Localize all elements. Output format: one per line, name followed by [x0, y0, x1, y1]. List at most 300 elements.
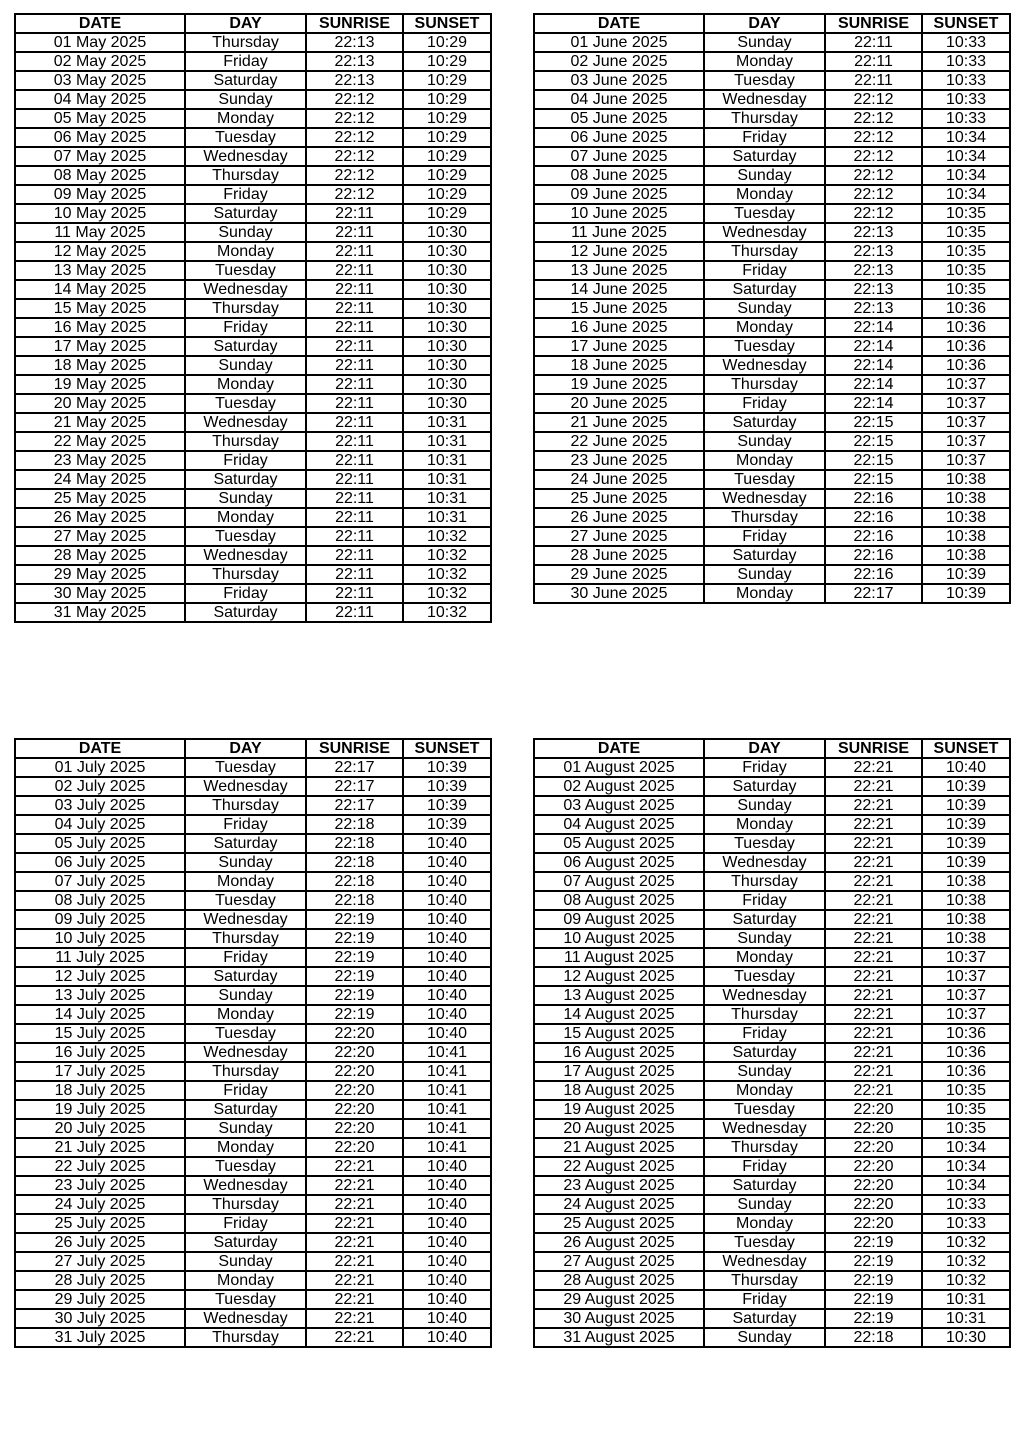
- table-row: [534, 356, 1010, 375]
- sunrise-cell: 22:11: [306, 394, 403, 413]
- sunset-cell: 10:40: [403, 1233, 491, 1252]
- table-row: [534, 1290, 1010, 1309]
- sunset-cell: 10:41: [403, 1043, 491, 1062]
- day-cell: Thursday: [185, 565, 306, 584]
- sunset-cell: 10:30: [403, 223, 491, 242]
- day-cell: Wednesday: [704, 90, 825, 109]
- date-cell: 01 August 2025: [534, 758, 704, 777]
- sunset-cell: 10:30: [922, 1328, 1010, 1347]
- date-cell: 17 August 2025: [534, 1062, 704, 1081]
- table-row: [15, 872, 491, 891]
- date-cell: 13 August 2025: [534, 986, 704, 1005]
- sunrise-cell: 22:20: [825, 1100, 922, 1119]
- sunrise-cell: 22:15: [825, 451, 922, 470]
- date-cell: 27 May 2025: [15, 527, 185, 546]
- table-row: [15, 318, 491, 337]
- sunset-cell: 10:35: [922, 1081, 1010, 1100]
- day-cell: Monday: [185, 1005, 306, 1024]
- sunset-cell: 10:31: [922, 1290, 1010, 1309]
- table-row: [15, 1252, 491, 1271]
- table-row: [534, 242, 1010, 261]
- table-row: [534, 223, 1010, 242]
- header-row: [15, 739, 491, 758]
- date-cell: 26 August 2025: [534, 1233, 704, 1252]
- table-row: [15, 1024, 491, 1043]
- table-may: [14, 13, 492, 623]
- table-row: [534, 891, 1010, 910]
- sunset-cell: 10:30: [403, 280, 491, 299]
- day-cell: Friday: [185, 1081, 306, 1100]
- day-cell: Monday: [704, 948, 825, 967]
- day-cell: Friday: [704, 1157, 825, 1176]
- sunset-cell: 10:38: [922, 546, 1010, 565]
- day-cell: Thursday: [704, 1005, 825, 1024]
- sunrise-cell: 22:13: [306, 33, 403, 52]
- table-row: [534, 337, 1010, 356]
- day-cell: Wednesday: [185, 280, 306, 299]
- table-row: [534, 128, 1010, 147]
- sunrise-cell: 22:11: [306, 356, 403, 375]
- sunrise-cell: 22:21: [825, 815, 922, 834]
- sunrise-cell: 22:13: [825, 223, 922, 242]
- date-cell: 23 August 2025: [534, 1176, 704, 1195]
- day-cell: Monday: [185, 242, 306, 261]
- date-cell: 10 May 2025: [15, 204, 185, 223]
- sunset-cell: 10:31: [403, 489, 491, 508]
- date-cell: 07 June 2025: [534, 147, 704, 166]
- date-cell: 08 July 2025: [15, 891, 185, 910]
- day-cell: Saturday: [704, 777, 825, 796]
- day-cell: Saturday: [185, 1100, 306, 1119]
- sunset-cell: 10:38: [922, 910, 1010, 929]
- date-cell: 20 May 2025: [15, 394, 185, 413]
- date-cell: 21 June 2025: [534, 413, 704, 432]
- sunrise-cell: 22:11: [306, 508, 403, 527]
- date-cell: 21 July 2025: [15, 1138, 185, 1157]
- sunset-cell: 10:40: [403, 1176, 491, 1195]
- table-row: [534, 872, 1010, 891]
- table-row: [534, 71, 1010, 90]
- sunrise-cell: 22:17: [306, 777, 403, 796]
- sunrise-cell: 22:12: [825, 166, 922, 185]
- date-cell: 03 June 2025: [534, 71, 704, 90]
- day-cell: Friday: [185, 584, 306, 603]
- sunset-cell: 10:40: [403, 1290, 491, 1309]
- sunrise-cell: 22:20: [825, 1214, 922, 1233]
- sunrise-cell: 22:14: [825, 394, 922, 413]
- sunset-cell: 10:29: [403, 204, 491, 223]
- table-row: [15, 1043, 491, 1062]
- sunrise-cell: 22:12: [306, 166, 403, 185]
- sunrise-cell: 22:11: [306, 603, 403, 622]
- date-cell: 18 May 2025: [15, 356, 185, 375]
- column-header-day: DAY: [185, 739, 306, 758]
- day-cell: Monday: [185, 872, 306, 891]
- column-header-date: DATE: [534, 739, 704, 758]
- sunrise-cell: 22:11: [306, 261, 403, 280]
- table-row: [534, 1214, 1010, 1233]
- sunrise-cell: 22:20: [825, 1176, 922, 1195]
- table-row: [534, 52, 1010, 71]
- sunrise-cell: 22:21: [825, 777, 922, 796]
- sunset-cell: 10:35: [922, 1119, 1010, 1138]
- sunrise-cell: 22:20: [825, 1195, 922, 1214]
- table-row: [15, 1176, 491, 1195]
- table-row: [534, 261, 1010, 280]
- sunrise-cell: 22:19: [306, 967, 403, 986]
- sunrise-cell: 22:11: [306, 242, 403, 261]
- day-cell: Monday: [704, 451, 825, 470]
- table-row: [15, 1100, 491, 1119]
- table-row: [15, 223, 491, 242]
- sunrise-cell: 22:12: [306, 90, 403, 109]
- sunrise-cell: 22:16: [825, 489, 922, 508]
- table-row: [15, 71, 491, 90]
- sunrise-cell: 22:21: [825, 758, 922, 777]
- date-cell: 20 July 2025: [15, 1119, 185, 1138]
- sunrise-cell: 22:20: [825, 1119, 922, 1138]
- sunset-cell: 10:32: [922, 1233, 1010, 1252]
- sunset-cell: 10:38: [922, 470, 1010, 489]
- sunset-cell: 10:40: [403, 853, 491, 872]
- sunrise-cell: 22:11: [825, 52, 922, 71]
- sunset-cell: 10:41: [403, 1062, 491, 1081]
- day-cell: Friday: [185, 815, 306, 834]
- sunrise-cell: 22:20: [825, 1157, 922, 1176]
- sunrise-cell: 22:19: [825, 1271, 922, 1290]
- column-header-day: DAY: [704, 14, 825, 33]
- date-cell: 05 July 2025: [15, 834, 185, 853]
- day-cell: Saturday: [704, 546, 825, 565]
- date-cell: 19 August 2025: [534, 1100, 704, 1119]
- table-row: [15, 451, 491, 470]
- sunrise-cell: 22:21: [825, 1043, 922, 1062]
- table-row: [534, 204, 1010, 223]
- sunset-cell: 10:37: [922, 948, 1010, 967]
- date-cell: 11 July 2025: [15, 948, 185, 967]
- sunset-cell: 10:40: [403, 891, 491, 910]
- table-row: [15, 166, 491, 185]
- date-cell: 17 May 2025: [15, 337, 185, 356]
- table-row: [534, 375, 1010, 394]
- table-row: [534, 584, 1010, 603]
- sunrise-cell: 22:19: [825, 1233, 922, 1252]
- sunset-cell: 10:34: [922, 166, 1010, 185]
- day-cell: Friday: [704, 758, 825, 777]
- column-header-day: DAY: [704, 739, 825, 758]
- date-cell: 19 May 2025: [15, 375, 185, 394]
- sunrise-cell: 22:17: [306, 796, 403, 815]
- day-cell: Tuesday: [185, 261, 306, 280]
- date-cell: 25 August 2025: [534, 1214, 704, 1233]
- sunrise-cell: 22:11: [306, 318, 403, 337]
- day-cell: Wednesday: [704, 1252, 825, 1271]
- sunrise-cell: 22:19: [825, 1309, 922, 1328]
- day-cell: Tuesday: [185, 891, 306, 910]
- table-row: [15, 1195, 491, 1214]
- sunset-cell: 10:32: [922, 1252, 1010, 1271]
- day-cell: Tuesday: [704, 834, 825, 853]
- day-cell: Monday: [704, 1081, 825, 1100]
- sunrise-cell: 22:20: [306, 1081, 403, 1100]
- sunrise-cell: 22:21: [825, 796, 922, 815]
- sunrise-cell: 22:11: [306, 337, 403, 356]
- sunrise-cell: 22:18: [306, 815, 403, 834]
- table-row: [15, 299, 491, 318]
- date-cell: 30 August 2025: [534, 1309, 704, 1328]
- column-header-sunrise: SUNRISE: [825, 14, 922, 33]
- day-cell: Friday: [185, 451, 306, 470]
- sunrise-cell: 22:21: [306, 1214, 403, 1233]
- sunrise-cell: 22:19: [825, 1252, 922, 1271]
- table-row: [534, 1157, 1010, 1176]
- table-row: [534, 1119, 1010, 1138]
- sunset-cell: 10:29: [403, 90, 491, 109]
- table-row: [15, 815, 491, 834]
- day-cell: Wednesday: [185, 413, 306, 432]
- table-row: [15, 1005, 491, 1024]
- sunset-cell: 10:30: [403, 337, 491, 356]
- column-header-sunset: SUNSET: [403, 14, 491, 33]
- sunset-cell: 10:33: [922, 109, 1010, 128]
- date-cell: 04 August 2025: [534, 815, 704, 834]
- sunrise-cell: 22:16: [825, 508, 922, 527]
- day-cell: Saturday: [185, 204, 306, 223]
- sunrise-cell: 22:12: [825, 204, 922, 223]
- sunset-cell: 10:39: [922, 815, 1010, 834]
- table-row: [15, 1138, 491, 1157]
- sunrise-cell: 22:11: [306, 546, 403, 565]
- table-row: [534, 929, 1010, 948]
- date-cell: 12 July 2025: [15, 967, 185, 986]
- day-cell: Sunday: [185, 1119, 306, 1138]
- date-cell: 25 July 2025: [15, 1214, 185, 1233]
- sunset-cell: 10:40: [403, 1005, 491, 1024]
- sunset-cell: 10:40: [403, 1157, 491, 1176]
- day-cell: Sunday: [185, 489, 306, 508]
- sunrise-cell: 22:13: [825, 242, 922, 261]
- sunset-cell: 10:37: [922, 375, 1010, 394]
- sunset-cell: 10:34: [922, 1176, 1010, 1195]
- sunrise-cell: 22:11: [306, 584, 403, 603]
- day-cell: Thursday: [185, 166, 306, 185]
- table-row: [15, 603, 491, 622]
- day-cell: Tuesday: [185, 758, 306, 777]
- day-cell: Sunday: [185, 1252, 306, 1271]
- date-cell: 04 June 2025: [534, 90, 704, 109]
- sunset-cell: 10:38: [922, 508, 1010, 527]
- sunrise-cell: 22:11: [306, 204, 403, 223]
- date-cell: 24 August 2025: [534, 1195, 704, 1214]
- day-cell: Wednesday: [704, 1119, 825, 1138]
- sunrise-cell: 22:11: [306, 451, 403, 470]
- sunrise-cell: 22:12: [306, 109, 403, 128]
- date-cell: 18 August 2025: [534, 1081, 704, 1100]
- table-row: [534, 1271, 1010, 1290]
- day-cell: Friday: [185, 185, 306, 204]
- day-cell: Friday: [704, 261, 825, 280]
- table-row: [15, 33, 491, 52]
- date-cell: 24 May 2025: [15, 470, 185, 489]
- sunset-cell: 10:32: [403, 603, 491, 622]
- date-cell: 12 June 2025: [534, 242, 704, 261]
- table-row: [15, 128, 491, 147]
- date-cell: 02 August 2025: [534, 777, 704, 796]
- date-cell: 16 June 2025: [534, 318, 704, 337]
- sunrise-cell: 22:14: [825, 356, 922, 375]
- sunrise-cell: 22:21: [825, 853, 922, 872]
- sunset-cell: 10:29: [403, 128, 491, 147]
- day-cell: Friday: [185, 948, 306, 967]
- day-cell: Sunday: [704, 796, 825, 815]
- sunset-cell: 10:35: [922, 223, 1010, 242]
- table-row: [534, 33, 1010, 52]
- date-cell: 08 August 2025: [534, 891, 704, 910]
- date-cell: 31 July 2025: [15, 1328, 185, 1347]
- sunset-cell: 10:40: [403, 834, 491, 853]
- sunrise-cell: 22:11: [306, 527, 403, 546]
- table-row: [534, 967, 1010, 986]
- table-row: [534, 394, 1010, 413]
- date-cell: 30 July 2025: [15, 1309, 185, 1328]
- table-row: [15, 1309, 491, 1328]
- table-august: [533, 738, 1011, 1348]
- date-cell: 06 June 2025: [534, 128, 704, 147]
- date-cell: 06 July 2025: [15, 853, 185, 872]
- date-cell: 01 July 2025: [15, 758, 185, 777]
- column-header-sunset: SUNSET: [922, 14, 1010, 33]
- header-row: [534, 739, 1010, 758]
- table-row: [15, 337, 491, 356]
- sunrise-cell: 22:17: [825, 584, 922, 603]
- date-cell: 20 June 2025: [534, 394, 704, 413]
- table-row: [534, 758, 1010, 777]
- date-cell: 01 June 2025: [534, 33, 704, 52]
- sunset-cell: 10:40: [403, 948, 491, 967]
- sunset-cell: 10:41: [403, 1138, 491, 1157]
- date-cell: 09 June 2025: [534, 185, 704, 204]
- day-cell: Thursday: [704, 872, 825, 891]
- sunrise-cell: 22:21: [825, 910, 922, 929]
- day-cell: Friday: [185, 318, 306, 337]
- date-cell: 11 June 2025: [534, 223, 704, 242]
- table-row: [534, 1043, 1010, 1062]
- date-cell: 28 July 2025: [15, 1271, 185, 1290]
- day-cell: Tuesday: [704, 71, 825, 90]
- day-cell: Tuesday: [704, 1100, 825, 1119]
- table-row: [534, 1195, 1010, 1214]
- sunrise-cell: 22:19: [306, 929, 403, 948]
- table-row: [534, 986, 1010, 1005]
- table-row: [15, 375, 491, 394]
- sunrise-cell: 22:21: [825, 948, 922, 967]
- sunset-cell: 10:37: [922, 394, 1010, 413]
- date-cell: 07 August 2025: [534, 872, 704, 891]
- date-cell: 14 July 2025: [15, 1005, 185, 1024]
- day-cell: Thursday: [185, 1062, 306, 1081]
- sunset-cell: 10:41: [403, 1119, 491, 1138]
- sunrise-cell: 22:11: [306, 470, 403, 489]
- day-cell: Thursday: [185, 299, 306, 318]
- sunrise-cell: 22:20: [306, 1043, 403, 1062]
- sunrise-cell: 22:21: [825, 1005, 922, 1024]
- date-cell: 02 July 2025: [15, 777, 185, 796]
- sunrise-cell: 22:11: [306, 223, 403, 242]
- sunset-cell: 10:40: [403, 1271, 491, 1290]
- day-cell: Wednesday: [704, 223, 825, 242]
- table-row: [15, 90, 491, 109]
- sunrise-cell: 22:21: [306, 1195, 403, 1214]
- date-cell: 24 June 2025: [534, 470, 704, 489]
- day-cell: Wednesday: [185, 777, 306, 796]
- sunrise-cell: 22:21: [306, 1271, 403, 1290]
- table-row: [15, 109, 491, 128]
- date-cell: 15 June 2025: [534, 299, 704, 318]
- sunrise-cell: 22:15: [825, 413, 922, 432]
- sunrise-cell: 22:12: [825, 109, 922, 128]
- sunrise-cell: 22:21: [306, 1252, 403, 1271]
- sunset-cell: 10:31: [403, 432, 491, 451]
- date-cell: 10 June 2025: [534, 204, 704, 223]
- sunset-cell: 10:37: [922, 1005, 1010, 1024]
- sunset-cell: 10:39: [403, 777, 491, 796]
- date-cell: 21 May 2025: [15, 413, 185, 432]
- sunrise-cell: 22:21: [306, 1328, 403, 1347]
- sunset-cell: 10:29: [403, 147, 491, 166]
- sunrise-cell: 22:11: [306, 299, 403, 318]
- date-cell: 27 August 2025: [534, 1252, 704, 1271]
- sunrise-cell: 22:12: [306, 147, 403, 166]
- column-header-sunset: SUNSET: [922, 739, 1010, 758]
- sunset-cell: 10:38: [922, 929, 1010, 948]
- table-row: [534, 1081, 1010, 1100]
- day-cell: Saturday: [704, 1309, 825, 1328]
- table-row: [15, 1119, 491, 1138]
- day-cell: Wednesday: [185, 546, 306, 565]
- sunset-cell: 10:34: [922, 1157, 1010, 1176]
- day-cell: Sunday: [704, 1195, 825, 1214]
- date-cell: 08 June 2025: [534, 166, 704, 185]
- table-row: [534, 1100, 1010, 1119]
- day-cell: Thursday: [704, 242, 825, 261]
- date-cell: 26 May 2025: [15, 508, 185, 527]
- sunset-cell: 10:40: [403, 1309, 491, 1328]
- table-row: [534, 1024, 1010, 1043]
- day-cell: Friday: [704, 891, 825, 910]
- sunset-cell: 10:40: [403, 929, 491, 948]
- date-cell: 01 May 2025: [15, 33, 185, 52]
- date-cell: 05 May 2025: [15, 109, 185, 128]
- column-header-sunrise: SUNRISE: [306, 739, 403, 758]
- table-row: [534, 413, 1010, 432]
- date-cell: 25 June 2025: [534, 489, 704, 508]
- day-cell: Friday: [704, 1024, 825, 1043]
- day-cell: Wednesday: [704, 853, 825, 872]
- table-row: [534, 508, 1010, 527]
- table-row: [15, 413, 491, 432]
- sunset-cell: 10:31: [403, 508, 491, 527]
- table-row: [15, 1328, 491, 1347]
- table-row: [15, 356, 491, 375]
- sunrise-cell: 22:21: [825, 929, 922, 948]
- date-cell: 18 June 2025: [534, 356, 704, 375]
- date-cell: 28 June 2025: [534, 546, 704, 565]
- date-cell: 29 July 2025: [15, 1290, 185, 1309]
- sunset-cell: 10:40: [403, 1252, 491, 1271]
- day-cell: Sunday: [704, 1062, 825, 1081]
- table-row: [15, 527, 491, 546]
- date-cell: 12 August 2025: [534, 967, 704, 986]
